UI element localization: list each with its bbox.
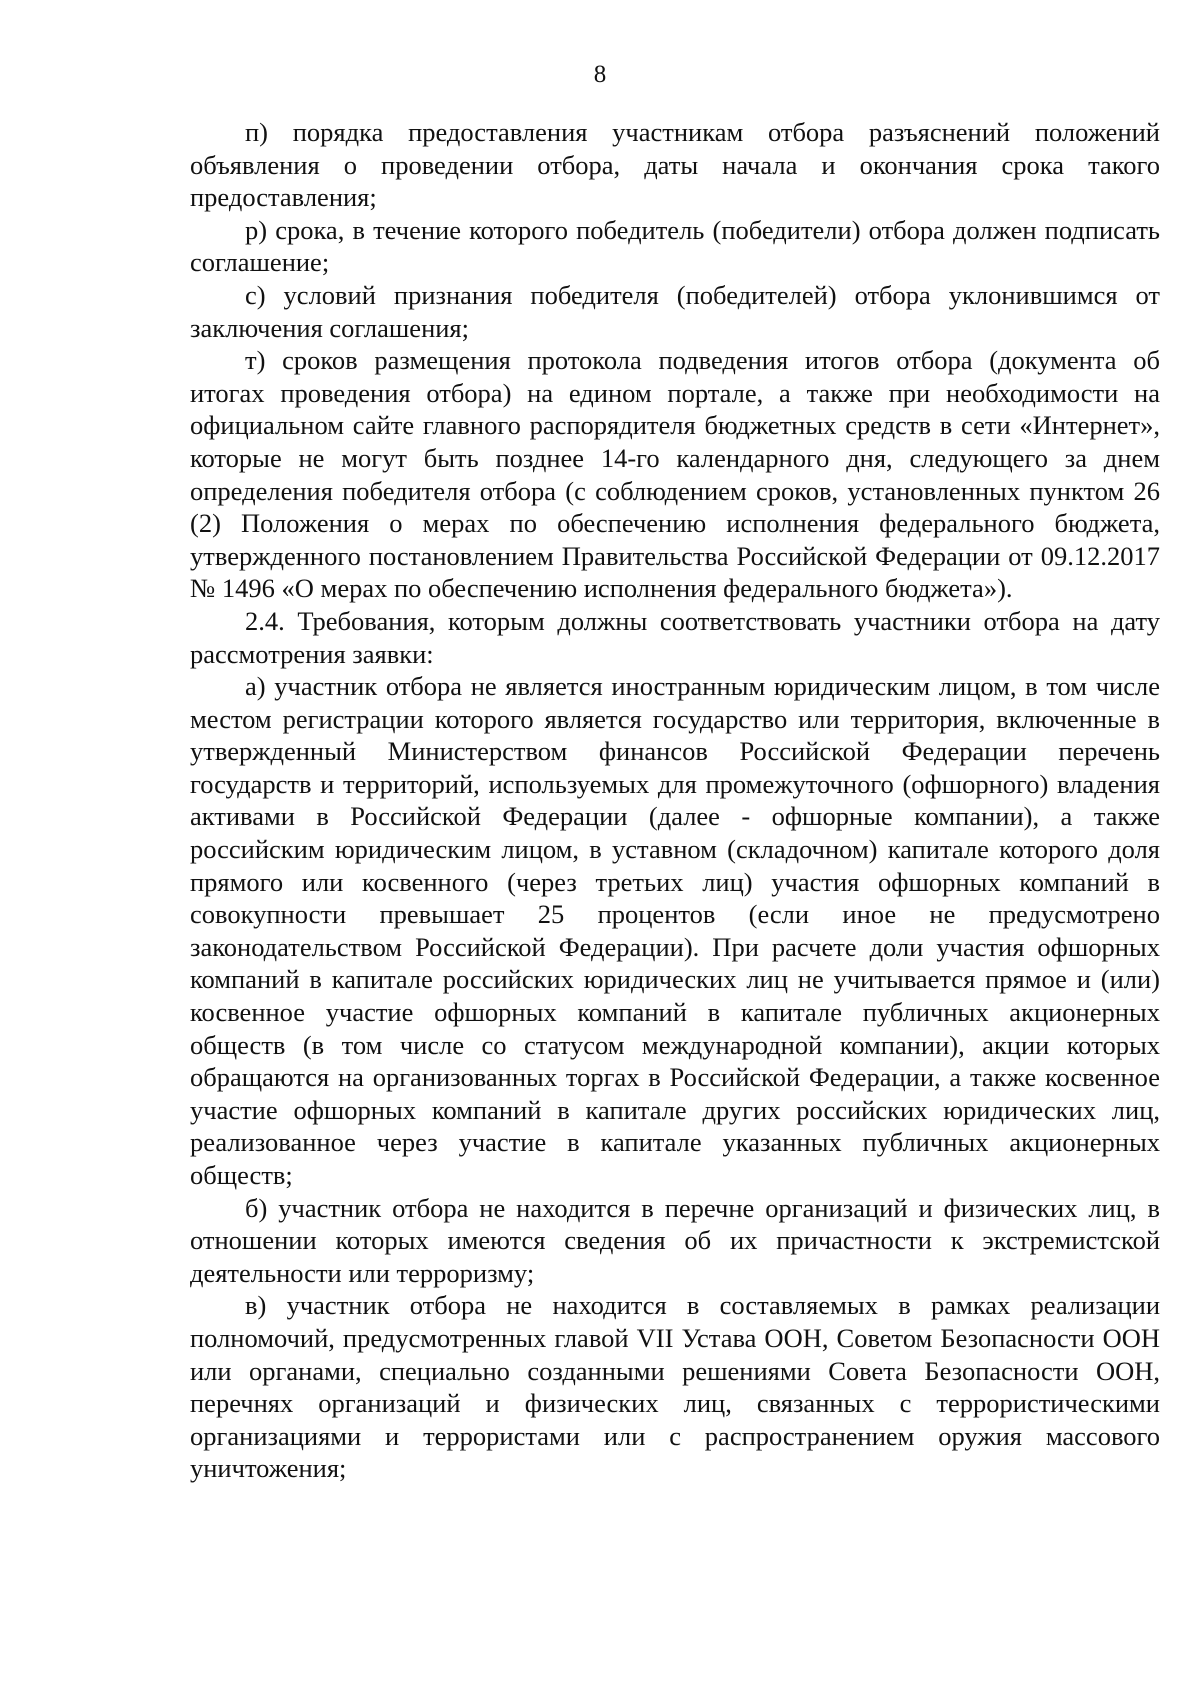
paragraph-section-2-4: 2.4. Требования, которым должны соответствовать участники отбора на дату рассмотрения заявки: [190,605,1160,669]
paragraph-item-b: б) участник отбора не находится в перечне организаций и физических лиц, в отношении которых имеются сведения об их причастности к экстремистской деятельности или терроризму; [190,1192,1160,1288]
paragraph-item-r: р) срока, в течение которого победитель (победители) отбора должен подписать соглашение; [190,214,1160,278]
paragraph-item-a: а) участник отбора не является иностранным юридическим лицом, в том числе местом регистрации которого является государство или территория, включенные в утвержденный Министерством финансов Российской Федерации перечень государств и территорий, используемых для промежуточного (офшорного) владения активами в Российской Федерации (далее - офшорные компании), а также российским юридическим лицом, в уставном (складочном) капитале которого доля прямого или косвенного (через третьих лиц) участия офшорных компаний в совокупности превышает 25 процентов (если иное не предусмотрено законодательством Российской Федерации). При расчете доли участия офшорных компаний в капитале российских юридических лиц не учитывается прямое и (или) косвенное участие офшорных компаний в капитале публичных акционерных обществ (в том числе со статусом международной компании), акции которых обращаются на организованных торгах в Российской Федерации, а также косвенное участие офшорных компаний в капитале других российских юридических лиц, реализованное через участие в капитале указанных публичных акционерных обществ; [190,671,1160,1190]
paragraph-item-p: п) порядка предоставления участникам отбора разъяснений положений объявления о проведении отбора, даты начала и окончания срока такого предоставления; [190,117,1160,213]
paragraph-item-t: т) сроков размещения протокола подведения итогов отбора (документа об итогах проведения отбора) на едином портале, а также при необходимости на официальном сайте главного распорядителя бюджетных средств в сети «Интернет», которые не могут быть позднее 14-го календарного дня, следующего за днем определения победителя отбора (с соблюдением сроков, установленных пунктом 26 (2) Положения о мерах по обеспечению исполнения федерального бюджета, утвержденного постановлением Правительства Российской Федерации от 09.12.2017 № 1496 «О мерах по обеспечению исполнения федерального бюджета»). [190,345,1160,604]
paragraph-item-v: в) участник отбора не находится в составляемых в рамках реализации полномочий, предусмотренных главой VII Устава ООН, Советом Безопасности ООН или органами, специально созданными решениями Совета Безопасности ООН, перечнях организаций и физических лиц, связанных с террористическими организациями и террористами или с распространением оружия массового уничтожения; [190,1290,1160,1484]
document-body [190,116,1160,1485]
paragraph-item-s: с) условий признания победителя (победителей) отбора уклонившимся от заключения соглашения; [190,279,1160,343]
page-number: 8 [593,61,607,88]
